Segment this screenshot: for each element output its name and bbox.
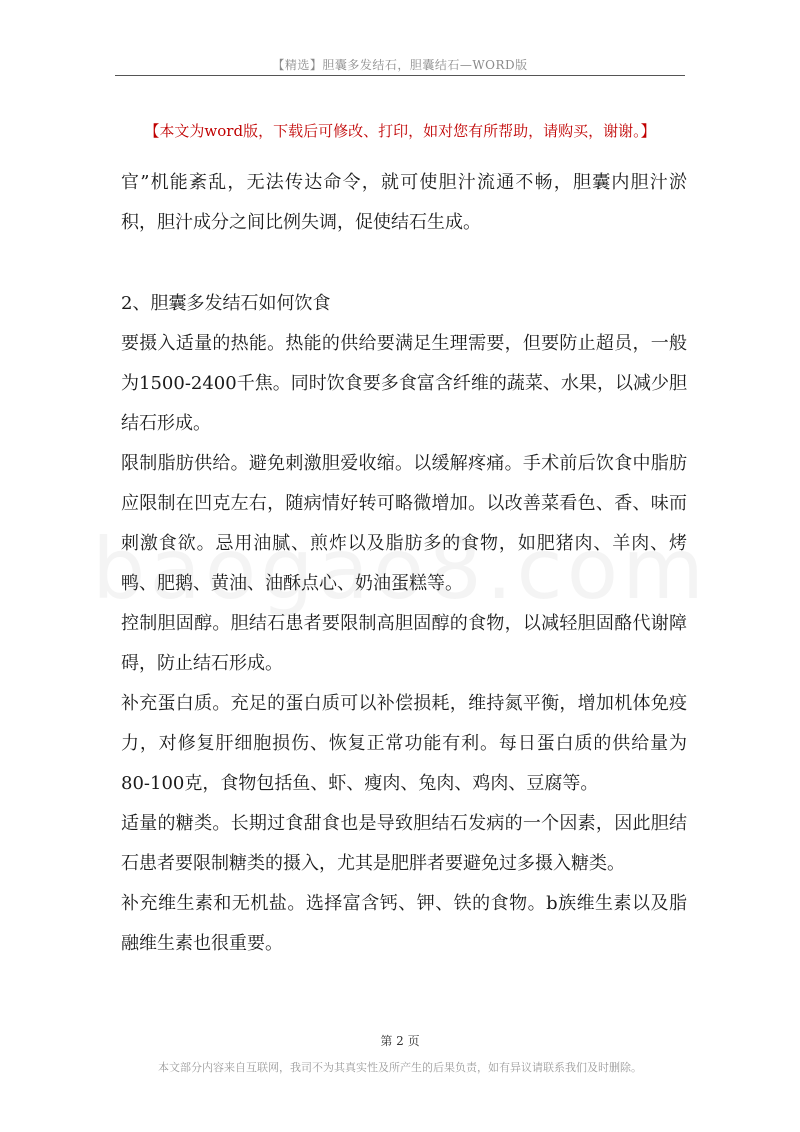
download-notice: 【本文为word版，下载后可修改、打印，如对您有所帮助，请购买，谢谢。】 [144,122,656,140]
document-body [121,163,687,964]
paragraph-energy: 要摄入适量的热能。热能的供给要满足生理需要，但要防止超员，一般为1500-2400千焦。同时饮食要多食富含纤维的蔬菜、水果，以减少胆结石形成。 [121,333,687,434]
paragraph-vitamins: 补充维生素和无机盐。选择富含钙、钾、铁的食物。b族维生素以及脂融维生素也很重要。 [121,893,687,954]
paragraph-cholesterol: 控制胆固醇。胆结石患者要限制高胆固醇的食物，以减轻胆固酪代谢障碍，防止结石形成。 [121,613,687,674]
paragraph-sugar: 适量的糖类。长期过食甜食也是导致胆结石发病的一个因素，因此胆结石患者要限制糖类的摄入，尤其是肥胖者要避免过多摄入糖类。 [121,813,687,874]
section-heading: 2、胆囊多发结石如何饮食 [121,293,331,314]
page-header: 【精选】胆囊多发结石，胆囊结石—WORD版 [272,58,528,72]
page-footer: 本文部分内容来自互联网，我司不为其真实性及所产生的后果负责，如有异议请联系我们及时删除。 [158,1061,642,1074]
paragraph-gap [121,243,687,284]
paragraph-fat: 限制脂肪供给。避免刺激胆爱收缩。以缓解疼痛。手术前后饮食中脂肪应限制在凹克左右，随病情好转可略微增加。以改善菜看色、香、味而刺激食欲。忌用油腻、煎炸以及脂肪多的食物，如肥猪肉、羊肉、烤鸭、肥鹅、黄油、油酥点心、奶油蛋糕等。 [121,453,687,594]
paragraph-protein: 补充蛋白质。充足的蛋白质可以补偿损耗，维持氮平衡，增加机体免疫力，对修复肝细胞损伤、恢复正常功能有利。每日蛋白质的供给量为80-100克，食物包括鱼、虾、瘦肉、兔肉、鸡肉、豆腐等。 [121,693,687,794]
intro-paragraph: 官”机能紊乱，无法传达命令，就可使胆汁流通不畅，胆囊内胆汁淤积，胆汁成分之间比例失调，促使结石生成。 [121,172,687,233]
page-number: 第 2 页 [380,1034,420,1048]
header-divider [115,75,685,76]
